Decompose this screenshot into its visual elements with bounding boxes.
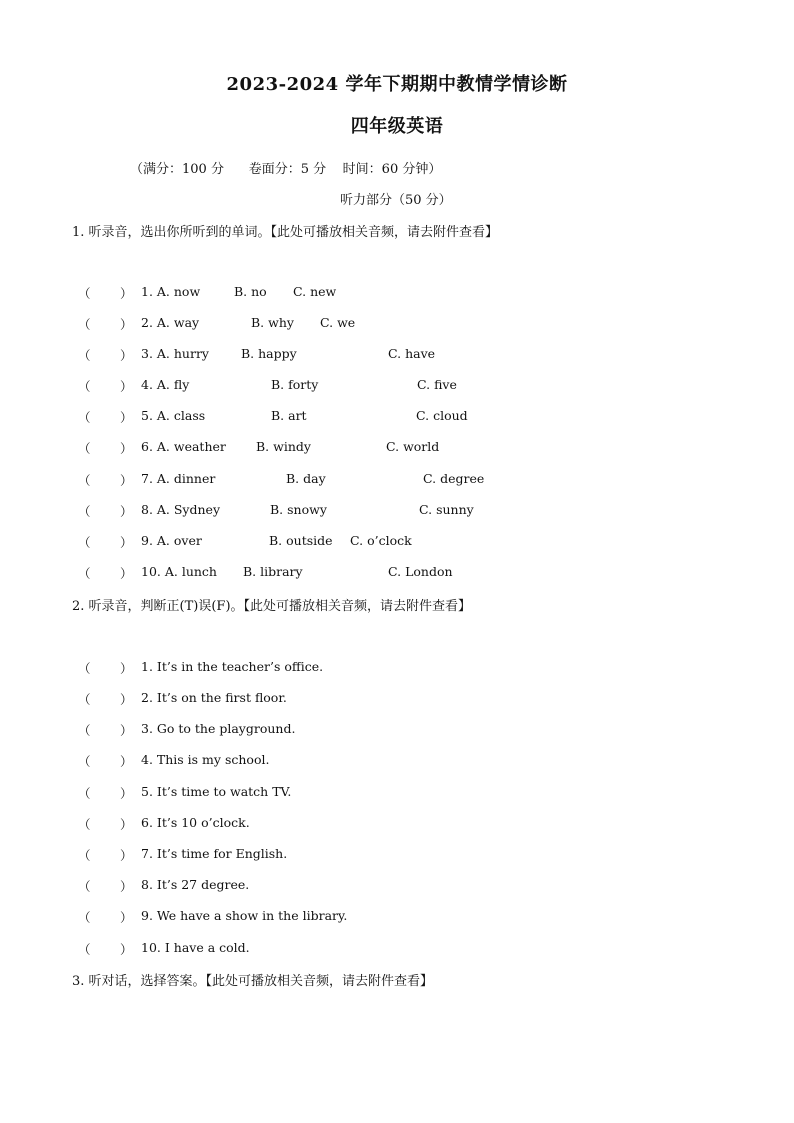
option-c: C. new bbox=[293, 284, 337, 299]
option-b: B. windy bbox=[256, 439, 311, 454]
statement-text: 1. It’s in the teacher’s office. bbox=[141, 659, 324, 674]
answer-paren-left: （ bbox=[78, 848, 91, 863]
answer-paren-right: ） bbox=[120, 817, 133, 832]
answer-paren-right: ） bbox=[120, 879, 133, 894]
section-part-heading: 听力部分（50 分） bbox=[340, 193, 452, 208]
option-c: C. sunny bbox=[419, 502, 474, 517]
answer-paren-right: ） bbox=[120, 441, 133, 456]
answer-paren-right: ） bbox=[120, 786, 133, 801]
answer-paren-right: ） bbox=[120, 348, 133, 363]
exam-info: （满分：100 分 卷面分：5 分 时间：60 分钟） bbox=[130, 162, 442, 177]
answer-paren-right: ） bbox=[120, 848, 133, 863]
answer-paren-right: ） bbox=[120, 317, 133, 332]
option-c: C. world bbox=[386, 439, 440, 454]
section1-instruction: 1. 听录音，选出你所听到的单词。【此处可播放相关音频，请去附件查看】 bbox=[72, 225, 499, 240]
answer-paren-left: （ bbox=[78, 942, 91, 957]
answer-paren-left: （ bbox=[78, 535, 91, 550]
exam-title: 2023-2024 学年下期期中教情学情诊断 bbox=[226, 74, 568, 95]
statement-text: 9. We have a show in the library. bbox=[141, 908, 348, 923]
option-a: 8. A. Sydney bbox=[141, 502, 221, 517]
answer-paren-right: ） bbox=[120, 535, 133, 550]
answer-paren-right: ） bbox=[120, 910, 133, 925]
option-b: B. no bbox=[234, 284, 267, 299]
answer-paren-right: ） bbox=[120, 504, 133, 519]
answer-paren-right: ） bbox=[120, 692, 133, 707]
option-b: B. art bbox=[271, 408, 307, 423]
option-b: B. why bbox=[251, 315, 294, 330]
option-b: B. library bbox=[243, 564, 303, 579]
statement-text: 3. Go to the playground. bbox=[141, 721, 296, 736]
option-a: 6. A. weather bbox=[141, 439, 226, 454]
statement-text: 10. I have a cold. bbox=[141, 940, 250, 955]
answer-paren-right: ） bbox=[120, 754, 133, 769]
option-b: B. happy bbox=[241, 346, 297, 361]
answer-paren-left: （ bbox=[78, 286, 91, 301]
answer-paren-right: ） bbox=[120, 566, 133, 581]
answer-paren-left: （ bbox=[78, 504, 91, 519]
statement-text: 5. It’s time to watch TV. bbox=[141, 784, 292, 799]
answer-paren-left: （ bbox=[78, 473, 91, 488]
answer-paren-right: ） bbox=[120, 942, 133, 957]
option-b: B. day bbox=[286, 471, 326, 486]
option-c: C. degree bbox=[423, 471, 485, 486]
answer-paren-left: （ bbox=[78, 786, 91, 801]
answer-paren-left: （ bbox=[78, 910, 91, 925]
answer-paren-right: ） bbox=[120, 723, 133, 738]
option-c: C. cloud bbox=[416, 408, 468, 423]
answer-paren-left: （ bbox=[78, 566, 91, 581]
option-c: C. o’clock bbox=[350, 533, 412, 548]
answer-paren-left: （ bbox=[78, 317, 91, 332]
exam-subtitle: 四年级英语 bbox=[350, 116, 444, 137]
section3-instruction: 3. 听对话，选择答案。【此处可播放相关音频，请去附件查看】 bbox=[72, 974, 434, 989]
option-c: C. five bbox=[417, 377, 457, 392]
answer-paren-left: （ bbox=[78, 410, 91, 425]
option-a: 1. A. now bbox=[141, 284, 201, 299]
option-c: C. London bbox=[388, 564, 453, 579]
answer-paren-left: （ bbox=[78, 723, 91, 738]
option-a: 9. A. over bbox=[141, 533, 202, 548]
answer-paren-left: （ bbox=[78, 879, 91, 894]
statement-text: 8. It’s 27 degree. bbox=[141, 877, 250, 892]
section2-instruction: 2. 听录音，判断正(T)误(F)。【此处可播放相关音频，请去附件查看】 bbox=[72, 599, 472, 614]
option-b: B. outside bbox=[269, 533, 333, 548]
option-a: 5. A. class bbox=[141, 408, 206, 423]
answer-paren-left: （ bbox=[78, 379, 91, 394]
statement-text: 2. It’s on the first floor. bbox=[141, 690, 287, 705]
statement-text: 6. It’s 10 o’clock. bbox=[141, 815, 250, 830]
option-a: 7. A. dinner bbox=[141, 471, 216, 486]
answer-paren-left: （ bbox=[78, 817, 91, 832]
option-c: C. have bbox=[388, 346, 436, 361]
answer-paren-left: （ bbox=[78, 692, 91, 707]
answer-paren-right: ） bbox=[120, 473, 133, 488]
option-b: B. snowy bbox=[270, 502, 327, 517]
answer-paren-right: ） bbox=[120, 286, 133, 301]
option-a: 2. A. way bbox=[141, 315, 200, 330]
option-c: C. we bbox=[320, 315, 356, 330]
answer-paren-right: ） bbox=[120, 379, 133, 394]
statement-text: 7. It’s time for English. bbox=[141, 846, 288, 861]
answer-paren-left: （ bbox=[78, 754, 91, 769]
answer-paren-left: （ bbox=[78, 661, 91, 676]
answer-paren-left: （ bbox=[78, 441, 91, 456]
answer-paren-left: （ bbox=[78, 348, 91, 363]
option-a: 10. A. lunch bbox=[141, 564, 217, 579]
option-a: 3. A. hurry bbox=[141, 346, 209, 361]
statement-text: 4. This is my school. bbox=[141, 752, 270, 767]
option-a: 4. A. fly bbox=[141, 377, 190, 392]
answer-paren-right: ） bbox=[120, 410, 133, 425]
option-b: B. forty bbox=[271, 377, 319, 392]
answer-paren-right: ） bbox=[120, 661, 133, 676]
